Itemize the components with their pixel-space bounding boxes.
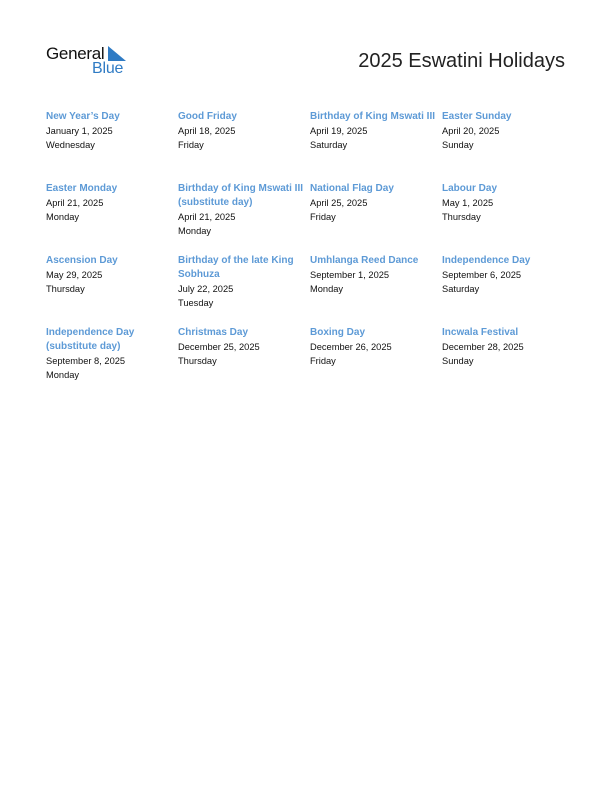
holiday-date: May 29, 2025 [46,270,103,280]
holiday-weekday: Saturday [310,140,348,150]
holiday-name: Umhlanga Reed Dance [310,255,419,266]
holiday-name: Good Friday [178,111,237,122]
holiday-name: Birthday of the late King Sobhuza [178,255,294,280]
holiday-name: Independence Day [442,255,531,266]
holiday-name: Christmas Day [178,327,249,338]
page-title: 2025 Eswatini Holidays [358,50,565,72]
holiday-name: Birthday of King Mswati III (substitute day) [178,183,304,208]
holiday-weekday: Friday [178,140,204,150]
holiday-date: September 1, 2025 [310,270,390,280]
holiday-date: April 21, 2025 [46,198,104,208]
holiday-name: Incwala Festival [442,327,519,338]
holiday-weekday: Sunday [442,140,474,150]
holiday-name: National Flag Day [310,183,394,194]
holiday-name: Birthday of King Mswati III [310,111,436,122]
holiday-name: Boxing Day [310,327,366,338]
holiday-weekday: Wednesday [46,140,95,150]
generalblue-logo [46,44,136,80]
holiday-date: April 21, 2025 [178,212,236,222]
holiday-item [310,325,442,397]
holiday-item [46,109,178,181]
holiday-item [442,325,574,397]
holiday-weekday: Monday [310,284,344,294]
holiday-name: Easter Monday [46,183,118,194]
holiday-item [178,181,310,253]
holiday-weekday: Tuesday [178,298,214,308]
holiday-weekday: Thursday [178,356,217,366]
holiday-date: April 19, 2025 [310,126,368,136]
holiday-date: April 18, 2025 [178,126,236,136]
holiday-weekday: Thursday [442,212,481,222]
holiday-weekday: Friday [310,356,336,366]
holiday-item [442,109,574,181]
holiday-item [310,109,442,181]
holiday-item [46,253,178,325]
logo-text-blue: Blue [92,60,124,77]
holiday-date: January 1, 2025 [46,126,113,136]
holiday-date: September 6, 2025 [442,270,522,280]
holiday-date: May 1, 2025 [442,198,494,208]
holiday-grid [46,109,574,397]
holiday-name: Ascension Day [46,255,118,266]
holiday-item [310,181,442,253]
holiday-item [46,325,178,397]
holiday-weekday: Monday [178,226,212,236]
holiday-weekday: Saturday [442,284,480,294]
holiday-name: Easter Sunday [442,111,512,122]
holiday-weekday: Monday [46,212,80,222]
holiday-date: December 25, 2025 [178,342,260,352]
holiday-date: December 26, 2025 [310,342,392,352]
holiday-weekday: Friday [310,212,336,222]
holiday-item [178,253,310,325]
holiday-item [46,181,178,253]
holiday-item [178,325,310,397]
holiday-weekday: Thursday [46,284,85,294]
holiday-date: April 25, 2025 [310,198,368,208]
holiday-name: Labour Day [442,183,498,194]
holiday-name: New Year’s Day [46,111,120,122]
holiday-date: December 28, 2025 [442,342,524,352]
holiday-item [178,109,310,181]
holiday-date: September 8, 2025 [46,356,126,366]
holiday-name: Independence Day (substitute day) [46,327,135,352]
holiday-date: April 20, 2025 [442,126,500,136]
holiday-item [310,253,442,325]
holiday-weekday: Sunday [442,356,474,366]
holiday-item [442,181,574,253]
holiday-weekday: Monday [46,370,80,380]
holiday-date: July 22, 2025 [178,284,234,294]
logo-text-general: General [46,44,105,63]
holiday-item [442,253,574,325]
